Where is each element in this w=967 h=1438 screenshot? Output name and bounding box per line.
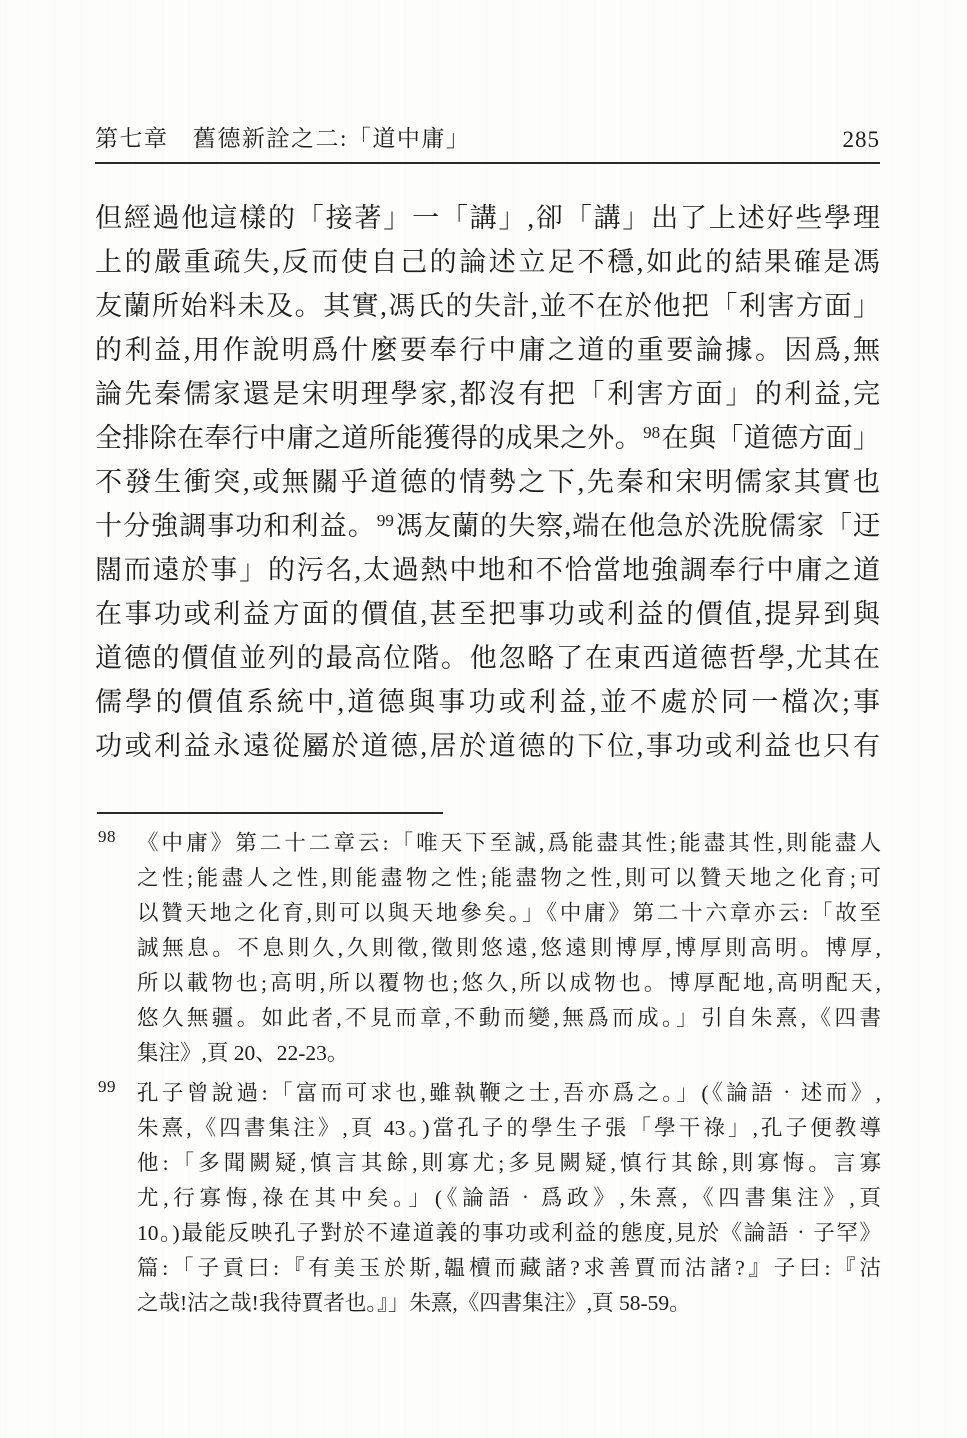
footnote-line: 所以載物也;高明,所以覆物也;悠久,所以成物也。博厚配地,高明配天, (137, 971, 881, 995)
footnote-line: 10。)最能反映孔子對於不違道義的事功或利益的態度,見於《論語‧子罕》 (137, 1221, 881, 1245)
text-line: 上的嚴重疏失,反而使自己的論述立足不穩,如此的結果確是馮 (95, 247, 880, 277)
footnote-line: 他:「多聞闕疑,慎言其餘,則寡尤;多見闕疑,慎行其餘,則寡悔。言寡 (137, 1151, 881, 1175)
footnote-line: 之性;能盡人之性,則能盡物之性;能盡物之性,則可以贊天地之化育;可 (137, 866, 881, 890)
footnote-line: 集注》,頁 20、22-23。 (137, 1041, 349, 1065)
text-line (95, 504, 880, 548)
text-line: 不發生衝突,或無關乎道德的情勢之下,先秦和宋明儒家其實也 (95, 467, 880, 497)
footnote-ref-99: 99 (376, 511, 394, 530)
footnote-line: 《中庸》第二十二章云:「唯天下至誠,爲能盡其性;能盡其性,則能盡人 (137, 831, 881, 855)
text-line: 的利益,用作說明爲什麼要奉行中庸之道的重要論據。因爲,無 (95, 335, 880, 365)
chapter-title: 第七章 舊德新詮之二:「道中庸」 (95, 126, 471, 151)
footnotes-section (95, 826, 881, 1321)
footnote-ref-98: 98 (643, 423, 661, 442)
text-line: 友蘭所始料未及。其實,馮氏的失計,並不在於他把「利害方面」 (95, 291, 880, 321)
footnote-line: 孔子曾說過:「富而可求也,雖執鞭之士,吾亦爲之。」(《論語‧述而》, (137, 1081, 881, 1105)
text-segment: 在與「道德方面」 (661, 423, 881, 453)
text-line: 儒學的價值系統中,道德與事功或利益,並不處於同一檔次;事 (95, 687, 880, 717)
text-line: 功或利益永遠從屬於道德,居於道德的下位,事功或利益也只有 (95, 731, 880, 761)
text-line: 闊而遠於事」的污名,太過熱中地和不恰當地強調奉行中庸之道 (95, 555, 880, 585)
footnote-line: 尤,行寡悔,祿在其中矣。」(《論語‧爲政》,朱熹,《四書集注》,頁 (137, 1186, 881, 1210)
text-line: 論先秦儒家還是宋明理學家,都沒有把「利害方面」的利益,完 (95, 379, 880, 409)
text-segment: 全排除在奉行中庸之道所能獲得的成果之外。 (95, 423, 643, 453)
footnote-99 (95, 1076, 881, 1321)
footnote-line: 之哉!沽之哉!我待賈者也。』」朱熹,《四書集注》,頁 58-59。 (137, 1291, 691, 1315)
footnote-number: 99 (98, 1077, 116, 1096)
footnote-separator (97, 812, 443, 814)
running-header (95, 120, 880, 164)
page-number: 285 (842, 127, 880, 152)
text-line: 道德的價值並列的最高位階。他忽略了在東西道德哲學,尤其在 (95, 643, 880, 673)
footnote-line: 以贊天地之化育,則可以與天地參矣。」《中庸》第二十六章亦云:「故至 (137, 901, 881, 925)
footnote-line: 悠久無疆。如此者,不見而章,不動而變,無爲而成。」引自朱熹,《四書 (137, 1006, 881, 1030)
footnote-line: 誠無息。不息則久,久則徵,徵則悠遠,悠遠則博厚,博厚則高明。博厚, (137, 936, 881, 960)
footnote-line: 篇:「子貢曰:『有美玉於斯,韞櫝而藏諸?求善賈而沽諸?』子曰:『沽 (137, 1256, 881, 1280)
text-line: 在事功或利益方面的價值,甚至把事功或利益的價值,提昇到與 (95, 599, 880, 629)
text-line: 但經過他這樣的「接著」一「講」,卻「講」出了上述好些學理 (95, 203, 880, 233)
body-text (95, 196, 880, 768)
footnote-number: 98 (98, 827, 116, 846)
text-segment: 馮友蘭的失察,端在他急於洗脫儒家「迂 (394, 511, 881, 541)
footnote-98 (95, 826, 881, 1071)
text-segment: 十分強調事功和利益。 (95, 511, 376, 541)
footnote-line: 朱熹,《四書集注》,頁 43。)當孔子的學生子張「學干祿」,孔子便教導 (137, 1116, 881, 1140)
text-line (95, 416, 880, 460)
